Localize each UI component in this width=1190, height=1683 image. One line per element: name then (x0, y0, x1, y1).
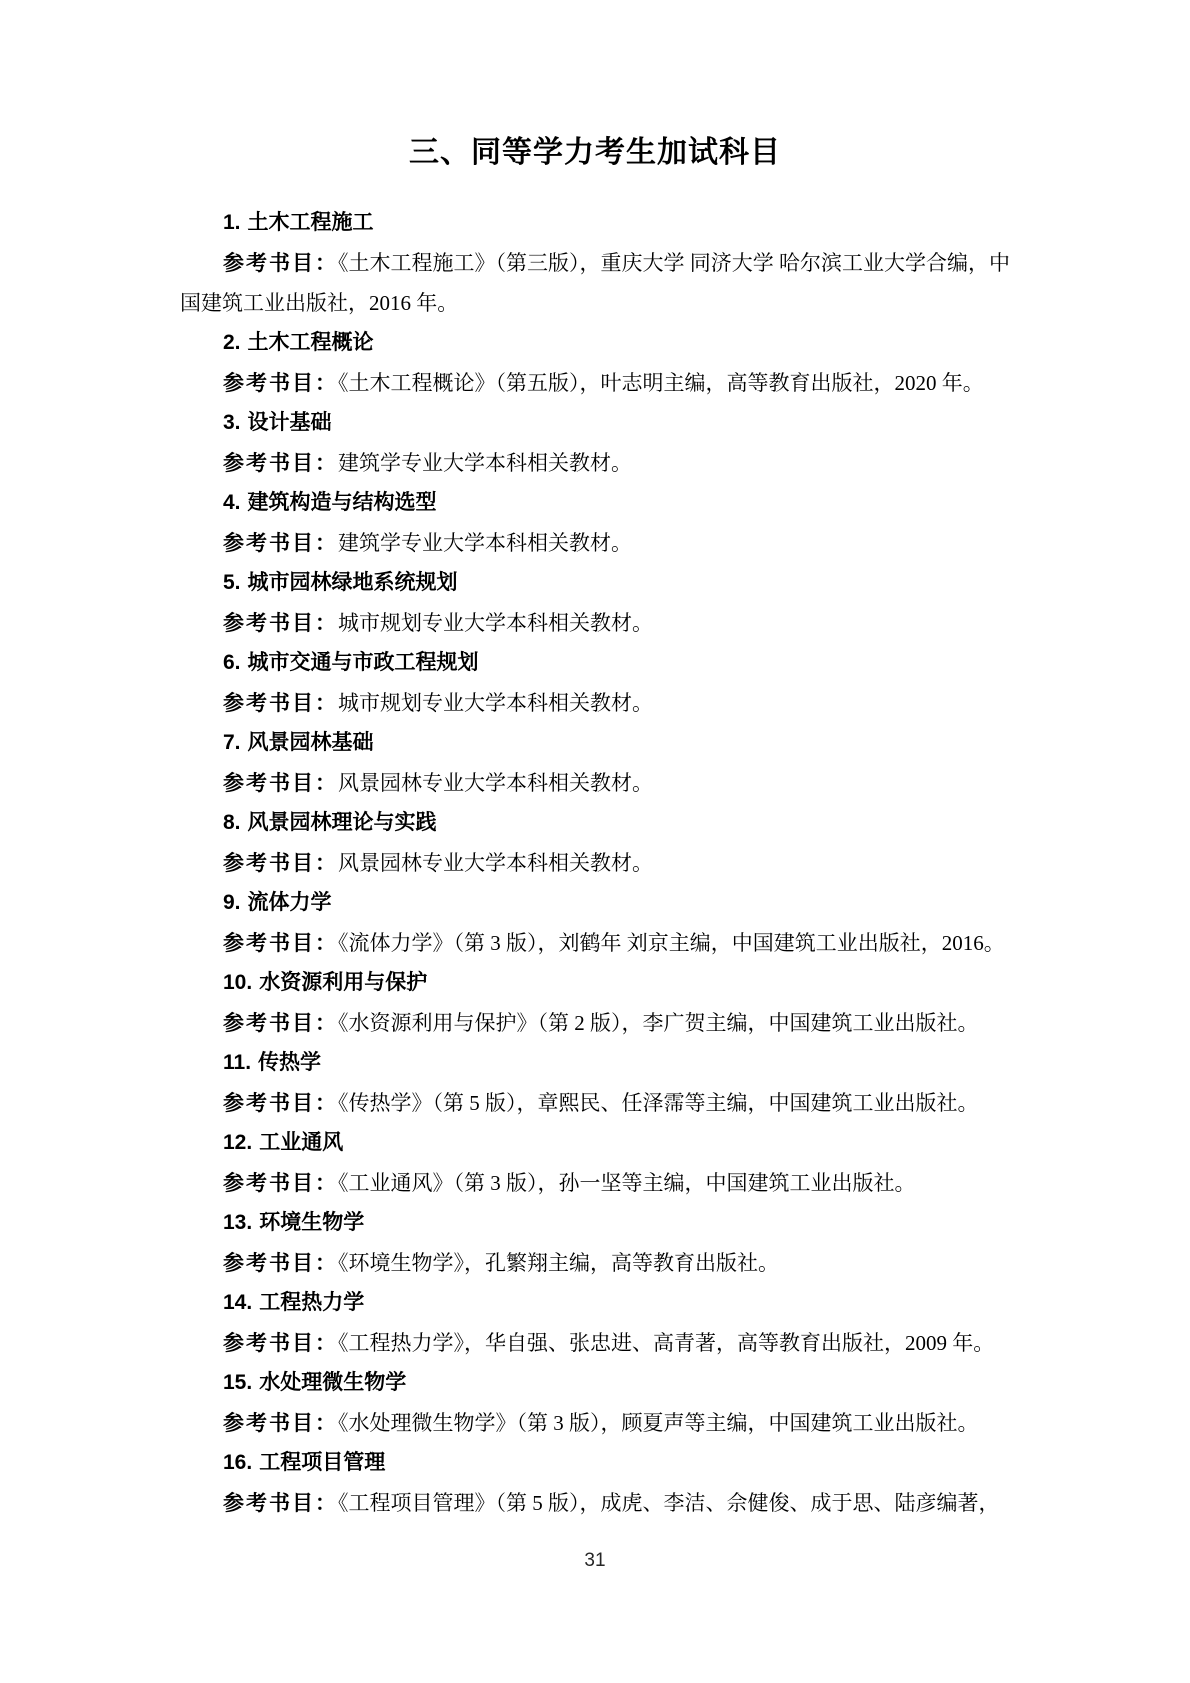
subject-item (180, 1203, 1010, 1283)
reference-label: 参考书目： (223, 371, 338, 395)
item-heading (180, 323, 1010, 363)
item-subject: 土木工程施工 (247, 211, 374, 234)
item-heading (180, 1123, 1010, 1163)
reference-line (180, 443, 1010, 483)
item-number: 9. (223, 891, 241, 914)
item-number: 3. (223, 411, 241, 434)
item-heading (180, 883, 1010, 923)
reference-text: 《流体力学》（第 3 版），刘鹤年 刘京主编，中国建筑工业出版社，2016。 (338, 931, 1005, 955)
reference-label: 参考书目： (223, 531, 338, 555)
document-body (180, 130, 1010, 1523)
reference-line (180, 923, 1010, 963)
reference-label: 参考书目： (223, 1331, 338, 1355)
item-heading (180, 1203, 1010, 1243)
item-heading (180, 963, 1010, 1003)
reference-label: 参考书目： (223, 1411, 338, 1435)
reference-text: 风景园林专业大学本科相关教材。 (338, 771, 653, 795)
reference-text: 城市规划专业大学本科相关教材。 (338, 611, 653, 635)
item-subject: 风景园林理论与实践 (247, 811, 437, 834)
item-number: 1. (223, 211, 241, 234)
reference-line (180, 763, 1010, 803)
item-subject: 工业通风 (259, 1131, 344, 1154)
item-number: 8. (223, 811, 241, 834)
subject-item (180, 483, 1010, 563)
page-title: 三、同等学力考生加试科目 (409, 136, 781, 169)
item-heading (180, 483, 1010, 523)
reference-line (180, 603, 1010, 643)
reference-line (180, 1323, 1010, 1363)
item-subject: 工程项目管理 (259, 1451, 386, 1474)
reference-text: 《水资源利用与保护》（第 2 版），李广贺主编，中国建筑工业出版社。 (338, 1011, 979, 1035)
reference-line (180, 1163, 1010, 1203)
reference-text: 建筑学专业大学本科相关教材。 (338, 531, 632, 555)
item-subject: 建筑构造与结构选型 (247, 491, 437, 514)
page-number: 31 (584, 1550, 606, 1571)
subject-item (180, 203, 1010, 323)
item-number: 7. (223, 731, 241, 754)
reference-line (180, 1483, 1010, 1523)
item-number: 5. (223, 571, 241, 594)
reference-line (180, 363, 1010, 403)
item-subject: 城市交通与市政工程规划 (247, 651, 479, 674)
subject-item (180, 963, 1010, 1043)
item-number: 14. (223, 1291, 253, 1314)
reference-label: 参考书目： (223, 1091, 338, 1115)
reference-label: 参考书目： (223, 931, 338, 955)
reference-line (180, 1083, 1010, 1123)
subject-item (180, 723, 1010, 803)
reference-text: 风景园林专业大学本科相关教材。 (338, 851, 653, 875)
reference-label: 参考书目： (223, 1491, 338, 1515)
reference-line (180, 1403, 1010, 1443)
item-number: 11. (223, 1051, 252, 1074)
reference-text: 《土木工程概论》（第五版），叶志明主编，高等教育出版社，2020 年。 (338, 371, 984, 395)
item-subject: 传热学 (258, 1051, 322, 1074)
reference-label: 参考书目： (223, 851, 338, 875)
item-subject: 流体力学 (247, 891, 332, 914)
item-number: 12. (223, 1131, 253, 1154)
reference-text: 《工程热力学》，华自强、张忠进、高青著，高等教育出版社，2009 年。 (338, 1331, 995, 1355)
reference-line (180, 243, 1010, 323)
item-number: 16. (223, 1451, 253, 1474)
subject-item (180, 1283, 1010, 1363)
item-heading (180, 1443, 1010, 1483)
item-heading (180, 1363, 1010, 1403)
reference-text: 《工业通风》（第 3 版），孙一坚等主编，中国建筑工业出版社。 (338, 1171, 916, 1195)
reference-text: 建筑学专业大学本科相关教材。 (338, 451, 632, 475)
reference-label: 参考书目： (223, 251, 338, 275)
item-subject: 设计基础 (247, 411, 332, 434)
reference-label: 参考书目： (223, 1171, 338, 1195)
item-heading (180, 563, 1010, 603)
item-number: 4. (223, 491, 241, 514)
subject-item (180, 803, 1010, 883)
item-heading (180, 723, 1010, 763)
item-subject: 水资源利用与保护 (259, 971, 428, 994)
subject-item (180, 643, 1010, 723)
item-heading (180, 203, 1010, 243)
reference-label: 参考书目： (223, 611, 338, 635)
reference-label: 参考书目： (223, 691, 338, 715)
item-subject: 土木工程概论 (247, 331, 374, 354)
reference-label: 参考书目： (223, 1011, 338, 1035)
item-number: 10. (223, 971, 253, 994)
item-heading (180, 1043, 1010, 1083)
item-heading (180, 403, 1010, 443)
item-subject: 环境生物学 (259, 1211, 365, 1234)
reference-label: 参考书目： (223, 451, 338, 475)
reference-label: 参考书目： (223, 1251, 338, 1275)
item-heading (180, 1283, 1010, 1323)
reference-text: 《环境生物学》，孔繁翔主编，高等教育出版社。 (338, 1251, 779, 1275)
item-number: 13. (223, 1211, 253, 1234)
reference-line (180, 1003, 1010, 1043)
item-subject: 城市园林绿地系统规划 (247, 571, 458, 594)
subject-item (180, 403, 1010, 483)
reference-text: 《传热学》（第 5 版），章熙民、任泽霈等主编，中国建筑工业出版社。 (338, 1091, 979, 1115)
subject-item (180, 323, 1010, 403)
reference-line (180, 1243, 1010, 1283)
reference-text: 《土木工程施工》（第三版），重庆大学 同济大学 哈尔滨工业大学合编，中国建筑工业出版社，2016 年。 (180, 251, 1010, 315)
item-number: 2. (223, 331, 241, 354)
reference-line (180, 683, 1010, 723)
reference-line (180, 843, 1010, 883)
reference-text: 《水处理微生物学》（第 3 版），顾夏声等主编，中国建筑工业出版社。 (338, 1411, 979, 1435)
reference-text: 《工程项目管理》（第 5 版），成虎、李洁、佘健俊、成于思、陆彦编著， (338, 1491, 1000, 1515)
reference-line (180, 523, 1010, 563)
subject-item (180, 1123, 1010, 1203)
subject-item (180, 1363, 1010, 1443)
item-heading (180, 643, 1010, 683)
item-number: 6. (223, 651, 241, 674)
reference-text: 城市规划专业大学本科相关教材。 (338, 691, 653, 715)
item-subject: 水处理微生物学 (259, 1371, 407, 1394)
item-heading (180, 803, 1010, 843)
reference-label: 参考书目： (223, 771, 338, 795)
item-subject: 工程热力学 (259, 1291, 365, 1314)
subject-item (180, 1443, 1010, 1523)
subject-item (180, 1043, 1010, 1123)
subject-item (180, 883, 1010, 963)
item-number: 15. (223, 1371, 253, 1394)
subject-item (180, 563, 1010, 643)
item-subject: 风景园林基础 (247, 731, 374, 754)
